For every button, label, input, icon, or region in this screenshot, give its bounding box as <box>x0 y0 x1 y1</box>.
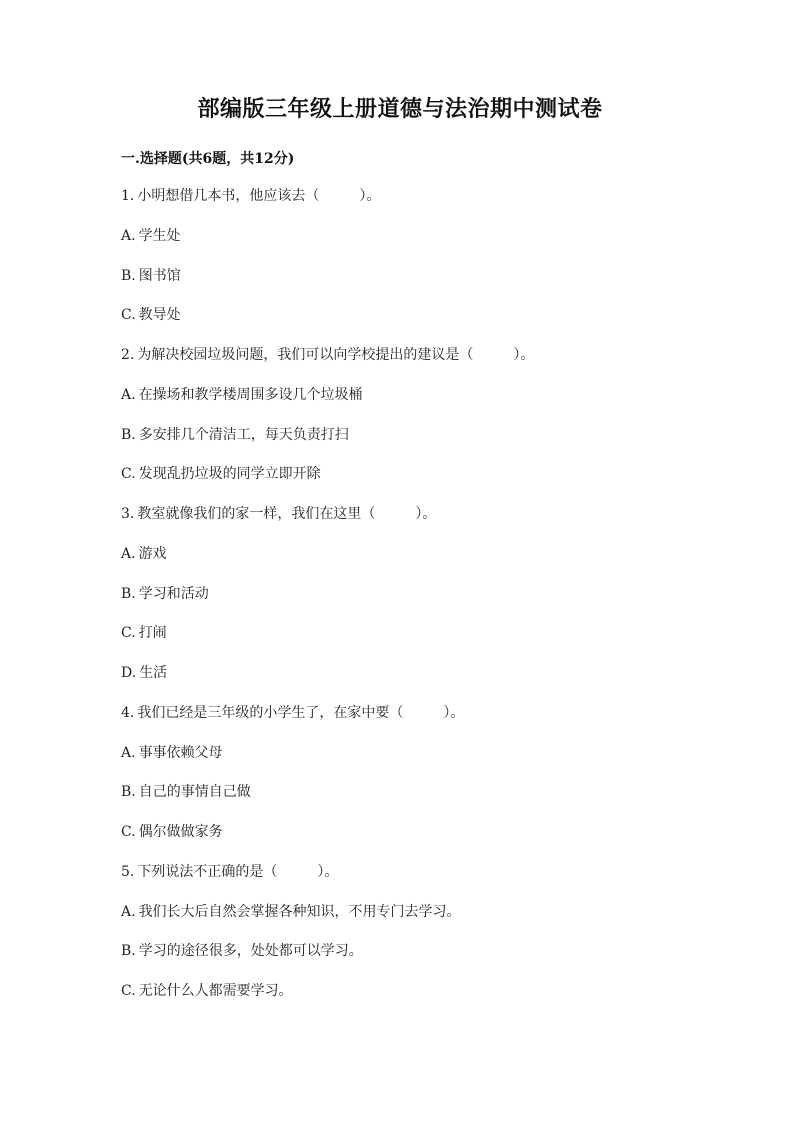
question-text: 下列说法不正确的是（ <box>137 863 278 880</box>
option-text: 打闹 <box>138 625 167 642</box>
question-text-end: ）。 <box>513 347 535 363</box>
option-text: 学习和活动 <box>138 585 209 602</box>
option-2b <box>121 425 741 465</box>
question-stem-1 <box>121 186 741 226</box>
option-2c <box>121 464 741 504</box>
option-letter: C. <box>121 824 136 840</box>
option-letter: D. <box>121 665 137 681</box>
option-letter: C. <box>121 983 136 999</box>
option-letter: B. <box>121 426 136 443</box>
option-text: 在操场和教学楼周围多设几个垃圾桶 <box>138 386 363 403</box>
question-list <box>121 186 741 1021</box>
option-letter: C. <box>121 625 136 642</box>
option-3b <box>121 584 741 624</box>
option-5b <box>121 941 741 981</box>
page-title: 部编版三年级上册道德与法治期中测试卷 <box>197 96 603 122</box>
option-letter: B. <box>121 943 136 960</box>
option-3d <box>121 663 741 703</box>
question-text: 小明想借几本书，他应该去（ <box>137 188 320 204</box>
question-number: 2. <box>121 347 135 363</box>
option-letter: A. <box>121 545 136 562</box>
question-number: 4. <box>121 704 135 721</box>
option-letter: A. <box>121 744 136 761</box>
question-stem-2 <box>121 345 741 385</box>
question-text: 我们已经是三年级的小学生了，在家中要（ <box>137 704 404 721</box>
option-text: 图书馆 <box>138 267 181 284</box>
option-letter: C. <box>121 307 136 324</box>
option-text: 游戏 <box>138 545 167 562</box>
question-text-end: ）。 <box>359 188 381 204</box>
question-stem-5 <box>121 862 741 902</box>
option-1a <box>121 226 741 266</box>
option-4a <box>121 743 741 783</box>
option-4c <box>121 822 741 862</box>
question-text-end: ）。 <box>415 506 437 522</box>
option-text: 我们长大后自然会掌握各种知识，不用专门去学习。 <box>138 903 461 920</box>
option-letter: B. <box>121 585 136 602</box>
option-1b <box>121 266 741 306</box>
option-5a <box>121 902 741 942</box>
option-2a <box>121 385 741 425</box>
question-stem-3 <box>121 504 741 544</box>
question-text: 为解决校园垃圾问题，我们可以向学校提出的建议是（ <box>137 347 474 363</box>
option-text: 事事依赖父母 <box>138 744 223 761</box>
option-text: 发现乱扔垃圾的同学立即开除 <box>138 466 321 483</box>
section-heading: 一.选择题(共6题，共12分) <box>121 151 295 167</box>
question-number: 3. <box>121 506 135 522</box>
option-letter: C. <box>121 466 136 483</box>
option-letter: B. <box>121 784 136 801</box>
option-3a <box>121 544 741 584</box>
option-3c <box>121 623 741 663</box>
option-text: 无论什么人都需要学习。 <box>138 983 293 999</box>
option-letter: A. <box>121 227 136 244</box>
option-text: 自己的事情自己做 <box>138 784 251 801</box>
question-text-end: ）。 <box>317 863 339 880</box>
option-5c <box>121 981 741 1021</box>
question-number: 5. <box>121 863 135 880</box>
question-text-end: ）。 <box>443 704 465 721</box>
question-number: 1. <box>121 188 135 204</box>
option-text: 生活 <box>139 665 168 681</box>
option-letter: B. <box>121 267 136 284</box>
option-1c <box>121 305 741 345</box>
option-text: 学习的途径很多，处处都可以学习。 <box>138 943 363 960</box>
option-letter: A. <box>121 386 136 403</box>
option-text: 学生处 <box>138 227 181 244</box>
question-text: 教室就像我们的家一样，我们在这里（ <box>137 506 376 522</box>
option-4b <box>121 782 741 822</box>
option-text: 教导处 <box>138 307 181 324</box>
option-text: 多安排几个清洁工，每天负责打扫 <box>138 426 349 443</box>
option-text: 偶尔做做家务 <box>138 824 223 840</box>
question-stem-4 <box>121 703 741 743</box>
option-letter: A. <box>121 903 136 920</box>
